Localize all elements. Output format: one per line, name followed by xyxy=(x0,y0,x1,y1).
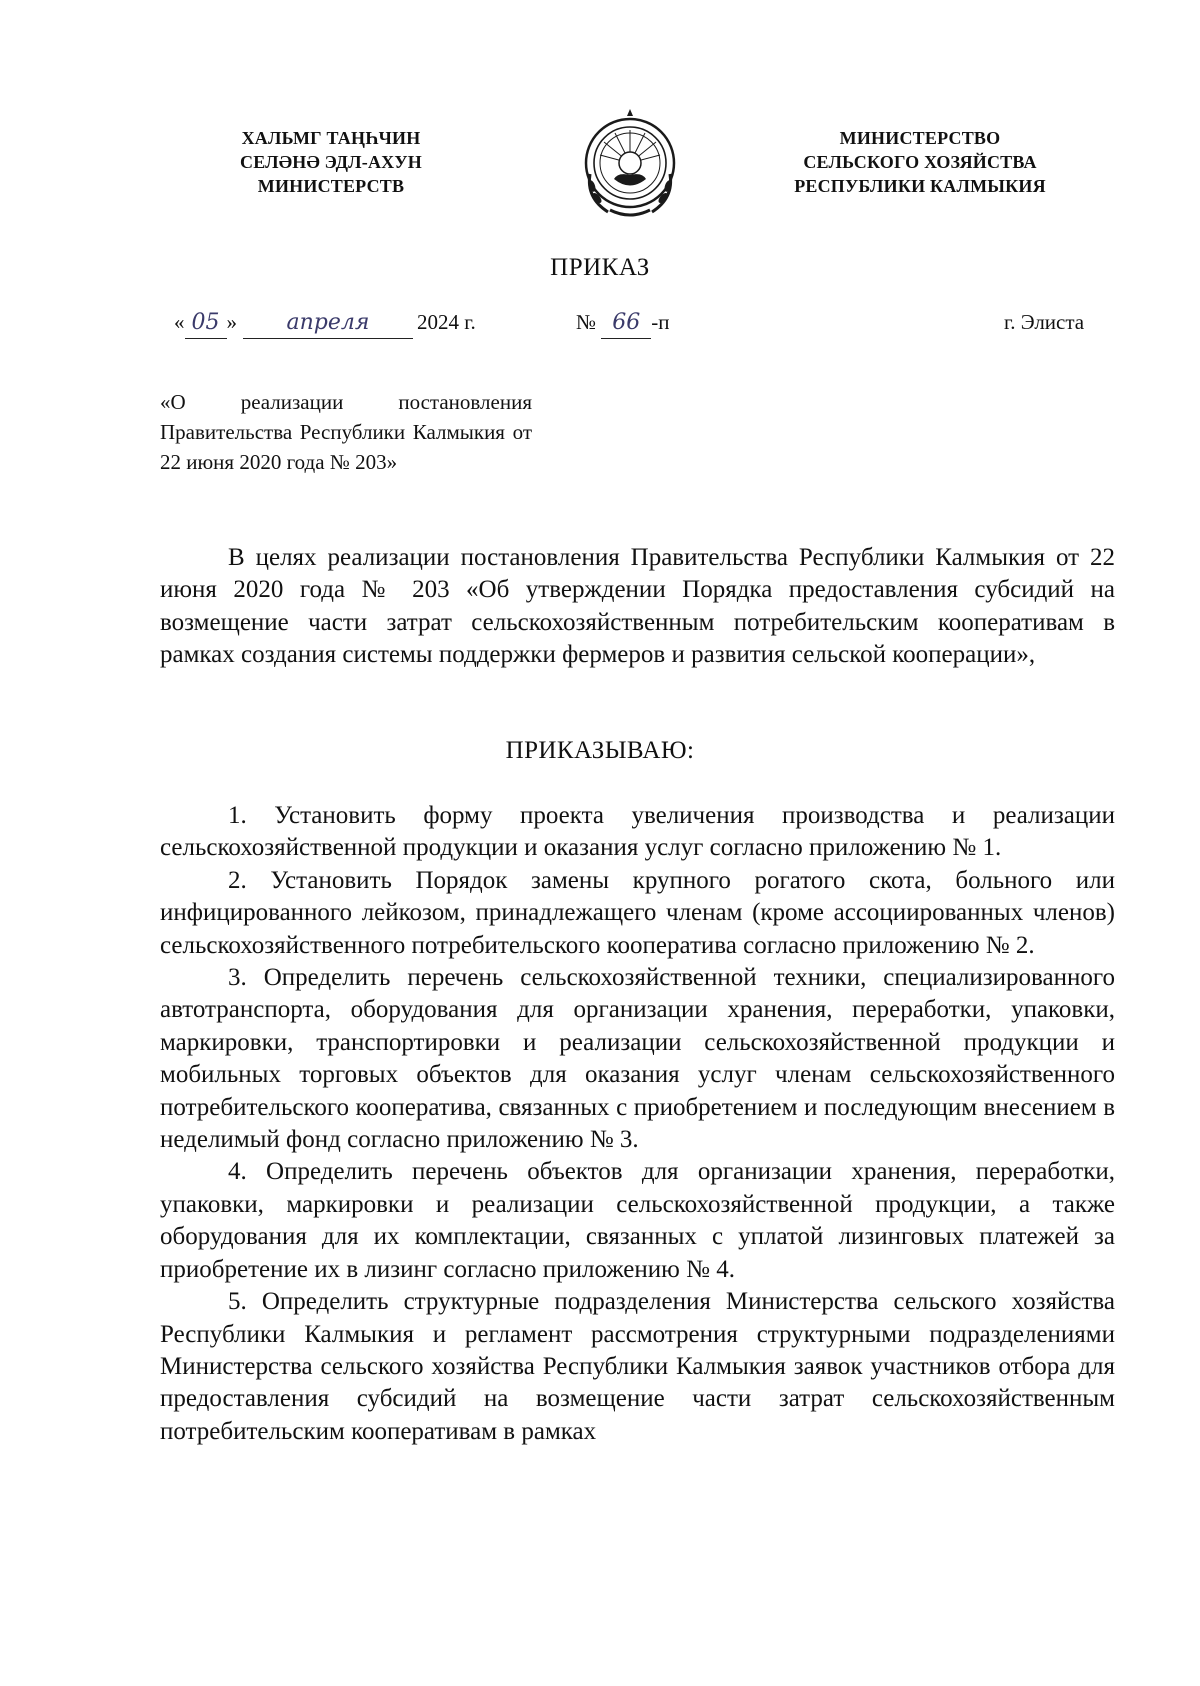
date-month: апреля xyxy=(243,308,413,339)
order-item: 4. Определить перечень объектов для организации хранения, переработки, упаковки, маркировки и реализации сельскохозяйственной продукции, а также оборудования для их комплектации, связанных с уплатой лизинговых платежей за приобретение их в лизинг согласно приложению № 4. xyxy=(160,1158,1115,1283)
order-item: 1. Установить форму проекта увеличения производства и реализации сельскохозяйственной продукции и оказания услуг согласно приложению № 1. xyxy=(160,802,1115,862)
order-word: ПРИКАЗЫВАЮ: xyxy=(505,737,695,764)
order-item: 3. Определить перечень сельскохозяйственной техники, специализированного автотранспорта, оборудования для организации хранения, переработки, упаковки, маркировки, транспортировки и реализации сельскохозяйственной продукции и мобильных торговых объектов для оказания услуг членам сельскохозяйственного потребительского кооператива, связанных с приобретением и последующим внесением в неделимый фонд согласно приложению № 3. xyxy=(160,964,1115,1154)
preamble xyxy=(160,542,1115,672)
number-suffix: -п xyxy=(651,310,670,334)
number-prefix: № xyxy=(576,310,597,334)
header-right-line: СЕЛЬСКОГО ХОЗЯЙСТВА xyxy=(803,152,1037,172)
date-day: 05 xyxy=(185,308,227,339)
date-year: 2024 г. xyxy=(417,310,476,334)
header-left-line: МИНИСТЕРСТВ xyxy=(257,176,405,196)
subject-text: «О реализации постановления Правительства Республики Калмыкия от 22 июня 2020 года № 203» xyxy=(160,390,532,474)
document-title: ПРИКАЗ xyxy=(550,254,650,281)
order-city: г. Элиста xyxy=(1004,310,1085,334)
order-item: 2. Установить Порядок замены крупного рогатого скота, больного или инфицированного лейкозом, принадлежащего членам (кроме ассоциированных членов) сельскохозяйственного потребительского кооператива согласно приложению № 2. xyxy=(160,866,1115,959)
number-value: 66 xyxy=(601,308,651,339)
emblem-of-kalmykia-icon xyxy=(570,106,690,224)
order-date xyxy=(174,307,476,339)
order-items xyxy=(160,800,1115,1448)
header-right-line: РЕСПУБЛИКИ КАЛМЫКИЯ xyxy=(794,176,1046,196)
preamble-text: В целях реализации постановления Правительства Республики Калмыкия от 22 июня 2020 года № 203 «Об утверждении Порядка предоставления субсидий на возмещение части затрат сельскохозяйственным потребительским кооперативам в рамках создания системы поддержки фермеров и развития сельской кооперации», xyxy=(160,544,1115,669)
date-quote-open: « xyxy=(174,310,185,334)
order-item: 5. Определить структурные подразделения Министерства сельского хозяйства Республики Калмыкия и регламент рассмотрения структурными подразделениями Министерства сельского хозяйства Республики Калмыкия заявок участников отбора для предоставления субсидий на возмещение части затрат сельскохозяйственным потребительским кооперативам в рамках xyxy=(160,1288,1115,1445)
header-right-russian xyxy=(770,126,1070,198)
header-left-kalmyk xyxy=(218,126,444,198)
header-left-line: ХАЛЬМГ ТАҢҺЧИН xyxy=(241,128,421,148)
date-quote-close: » xyxy=(226,310,237,334)
header-right-line: МИНИСТЕРСТВО xyxy=(839,128,1001,148)
header-left-line: СЕЛӘНӘ ЭДЛ-АХУН xyxy=(240,152,422,172)
order-number xyxy=(576,307,670,339)
order-subject xyxy=(160,387,532,477)
